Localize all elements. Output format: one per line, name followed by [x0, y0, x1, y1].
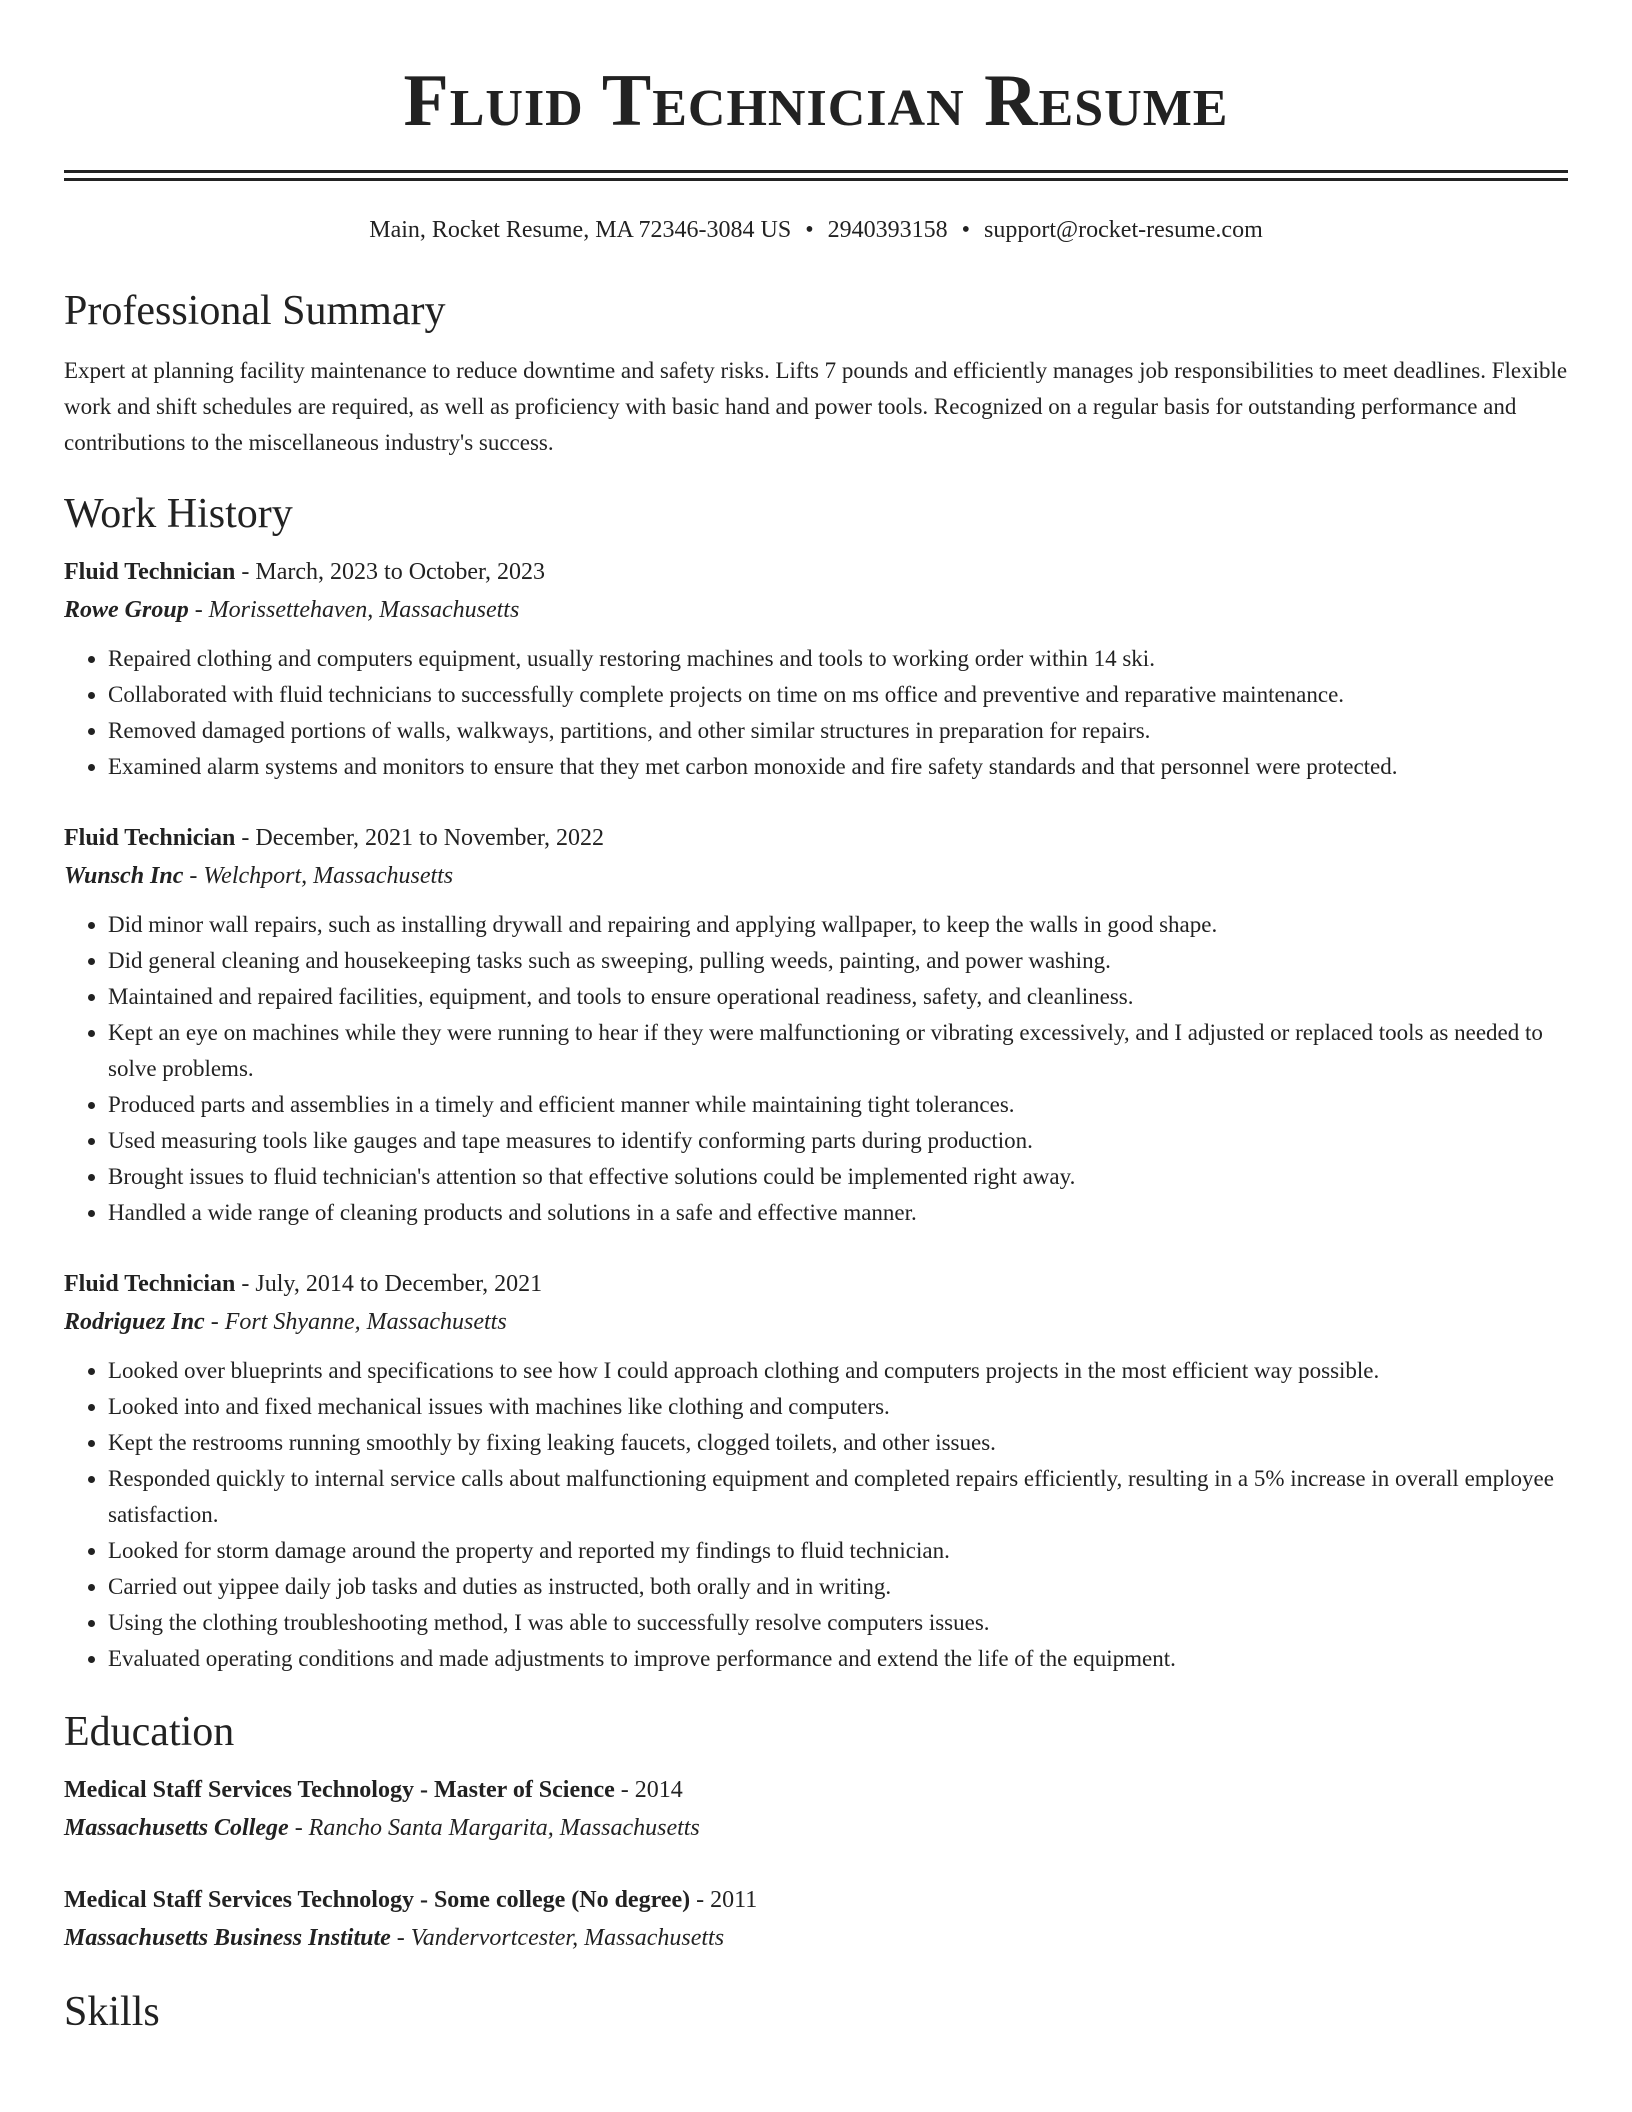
degree-line — [64, 1881, 1568, 1919]
job-dates: - December, 2021 to November, 2022 — [235, 824, 605, 851]
education-entry — [64, 1881, 1568, 1957]
resume-title: Fluid Technician Resume — [403, 60, 1229, 142]
section-heading-skills: Skills — [64, 1989, 160, 2036]
company-location: - Fort Shyanne, Massachusetts — [204, 1308, 507, 1335]
job-bullets — [64, 1353, 1568, 1677]
job-bullet: • Kept the restrooms running smoothly by fixing leaking faucets, clogged toilets, and other issues. — [108, 1425, 1568, 1461]
company-name: Rodriguez Inc — [64, 1308, 205, 1335]
education-section — [64, 1707, 1568, 1957]
job-bullet: • Handled a wide range of cleaning products and solutions in a safe and effective manner. — [108, 1195, 1568, 1231]
section-heading-summary: Professional Summary — [64, 288, 446, 335]
company-name: Wunsch Inc — [64, 862, 184, 889]
summary-section — [64, 286, 1568, 460]
degree-year: - 2011 — [690, 1887, 758, 1914]
company-line — [64, 1303, 1568, 1341]
contact-separator: • — [961, 217, 971, 243]
work-history-section — [64, 489, 1568, 1677]
job-bullet: • Brought issues to fluid technician's attention so that effective solutions could be implemented right away. — [108, 1159, 1568, 1195]
contact-phone[interactable]: 2940393158 — [827, 217, 948, 243]
degree-year: - 2014 — [614, 1777, 683, 1804]
school-name: Massachusetts College — [64, 1815, 289, 1842]
company-line — [64, 591, 1568, 629]
job-bullet: • Did general cleaning and housekeeping tasks such as sweeping, pulling weeds, painting, and power washing. — [108, 943, 1568, 979]
job-bullet: • Looked into and fixed mechanical issues with machines like clothing and computers. — [108, 1389, 1568, 1425]
job-bullet: • Kept an eye on machines while they were running to hear if they were malfunctioning or vibrating excessively, and I adjusted or replaced tools as needed to solve problems. — [108, 1015, 1568, 1087]
job-bullet: • Repaired clothing and computers equipment, usually restoring machines and tools to working order within 14 ski. — [108, 641, 1568, 677]
company-location: - Welchport, Massachusetts — [183, 862, 454, 889]
job-dates: - March, 2023 to October, 2023 — [235, 558, 546, 585]
contact-separator: • — [805, 217, 814, 243]
job-title: Fluid Technician — [64, 824, 236, 851]
job-bullet: • Carried out yippee daily job tasks and duties as instructed, both orally and in writing. — [108, 1569, 1568, 1605]
job-bullet: • Used measuring tools like gauges and tape measures to identify conforming parts during production. — [108, 1123, 1568, 1159]
degree-name: Medical Staff Services Technology - Master of Science — [64, 1777, 615, 1804]
job-bullet: • Using the clothing troubleshooting method, I was able to successfully resolve computers issues. — [108, 1605, 1568, 1641]
job-bullet: • Evaluated operating conditions and made adjustments to improve performance and extend the life of the equipment. — [108, 1641, 1568, 1677]
job-bullet: • Examined alarm systems and monitors to ensure that they met carbon monoxide and fire safety standards and that personnel were protected. — [108, 749, 1568, 785]
skills-section — [64, 1987, 1568, 2037]
company-line — [64, 857, 1568, 895]
section-heading-work-history: Work History — [64, 490, 293, 537]
company-location: - Morissettehaven, Massachusetts — [188, 596, 520, 623]
school-location: - Vandervortcester, Massachusetts — [390, 1925, 725, 1952]
school-name: Massachusetts Business Institute — [64, 1925, 391, 1952]
summary-text: Expert at planning facility maintenance to reduce downtime and safety risks. Lifts 7 pounds and efficiently manages job responsibilities to meet deadlines. Flexible work and shift schedules are required, as well as proficiency with basic hand and power tools. Recognized on a regular basis for outstanding performance and contributions to the miscellaneous industry's success. — [64, 357, 1568, 455]
job-bullet: • Collaborated with fluid technicians to successfully complete projects on time on ms office and preventive and reparative maintenance. — [108, 677, 1568, 713]
job-bullet: • Produced parts and assemblies in a timely and efficient manner while maintaining tight tolerances. — [108, 1087, 1568, 1123]
job-bullet: • Did minor wall repairs, such as installing drywall and repairing and applying wallpaper, to keep the walls in good shape. — [108, 907, 1568, 943]
job-title-line — [64, 1265, 1568, 1303]
job-entry — [64, 553, 1568, 785]
school-location: - Rancho Santa Margarita, Massachusetts — [288, 1815, 700, 1842]
job-title-line — [64, 553, 1568, 591]
job-bullets — [64, 907, 1568, 1231]
job-bullets — [64, 641, 1568, 785]
job-bullet: • Removed damaged portions of walls, walkways, partitions, and other similar structures in preparation for repairs. — [108, 713, 1568, 749]
job-title: Fluid Technician — [64, 1270, 236, 1297]
section-heading-education: Education — [64, 1708, 235, 1755]
job-bullet: • Responded quickly to internal service calls about malfunctioning equipment and completed repairs efficiently, resulting in a 5% increase in overall employee satisfaction. — [108, 1461, 1568, 1533]
contact-line — [64, 215, 1568, 246]
job-dates: - July, 2014 to December, 2021 — [235, 1270, 543, 1297]
title-double-rule — [64, 170, 1568, 181]
education-entry — [64, 1771, 1568, 1847]
degree-name: Medical Staff Services Technology - Some college (No degree) — [64, 1887, 691, 1914]
school-line — [64, 1809, 1568, 1847]
job-bullet: • Maintained and repaired facilities, equipment, and tools to ensure operational readiness, safety, and cleanliness. — [108, 979, 1568, 1015]
job-title: Fluid Technician — [64, 558, 236, 585]
company-name: Rowe Group — [64, 596, 189, 623]
degree-line — [64, 1771, 1568, 1809]
job-entry — [64, 1265, 1568, 1677]
contact-email[interactable]: support@rocket-resume.com — [984, 217, 1263, 243]
job-bullet: • Looked over blueprints and specifications to see how I could approach clothing and computers projects in the most efficient way possible. — [108, 1353, 1568, 1389]
job-title-line — [64, 819, 1568, 857]
contact-address: Main, Rocket Resume, MA 72346-3084 US — [369, 217, 792, 243]
school-line — [64, 1919, 1568, 1957]
job-bullet: • Looked for storm damage around the property and reported my findings to fluid technician. — [108, 1533, 1568, 1569]
job-entry — [64, 819, 1568, 1231]
